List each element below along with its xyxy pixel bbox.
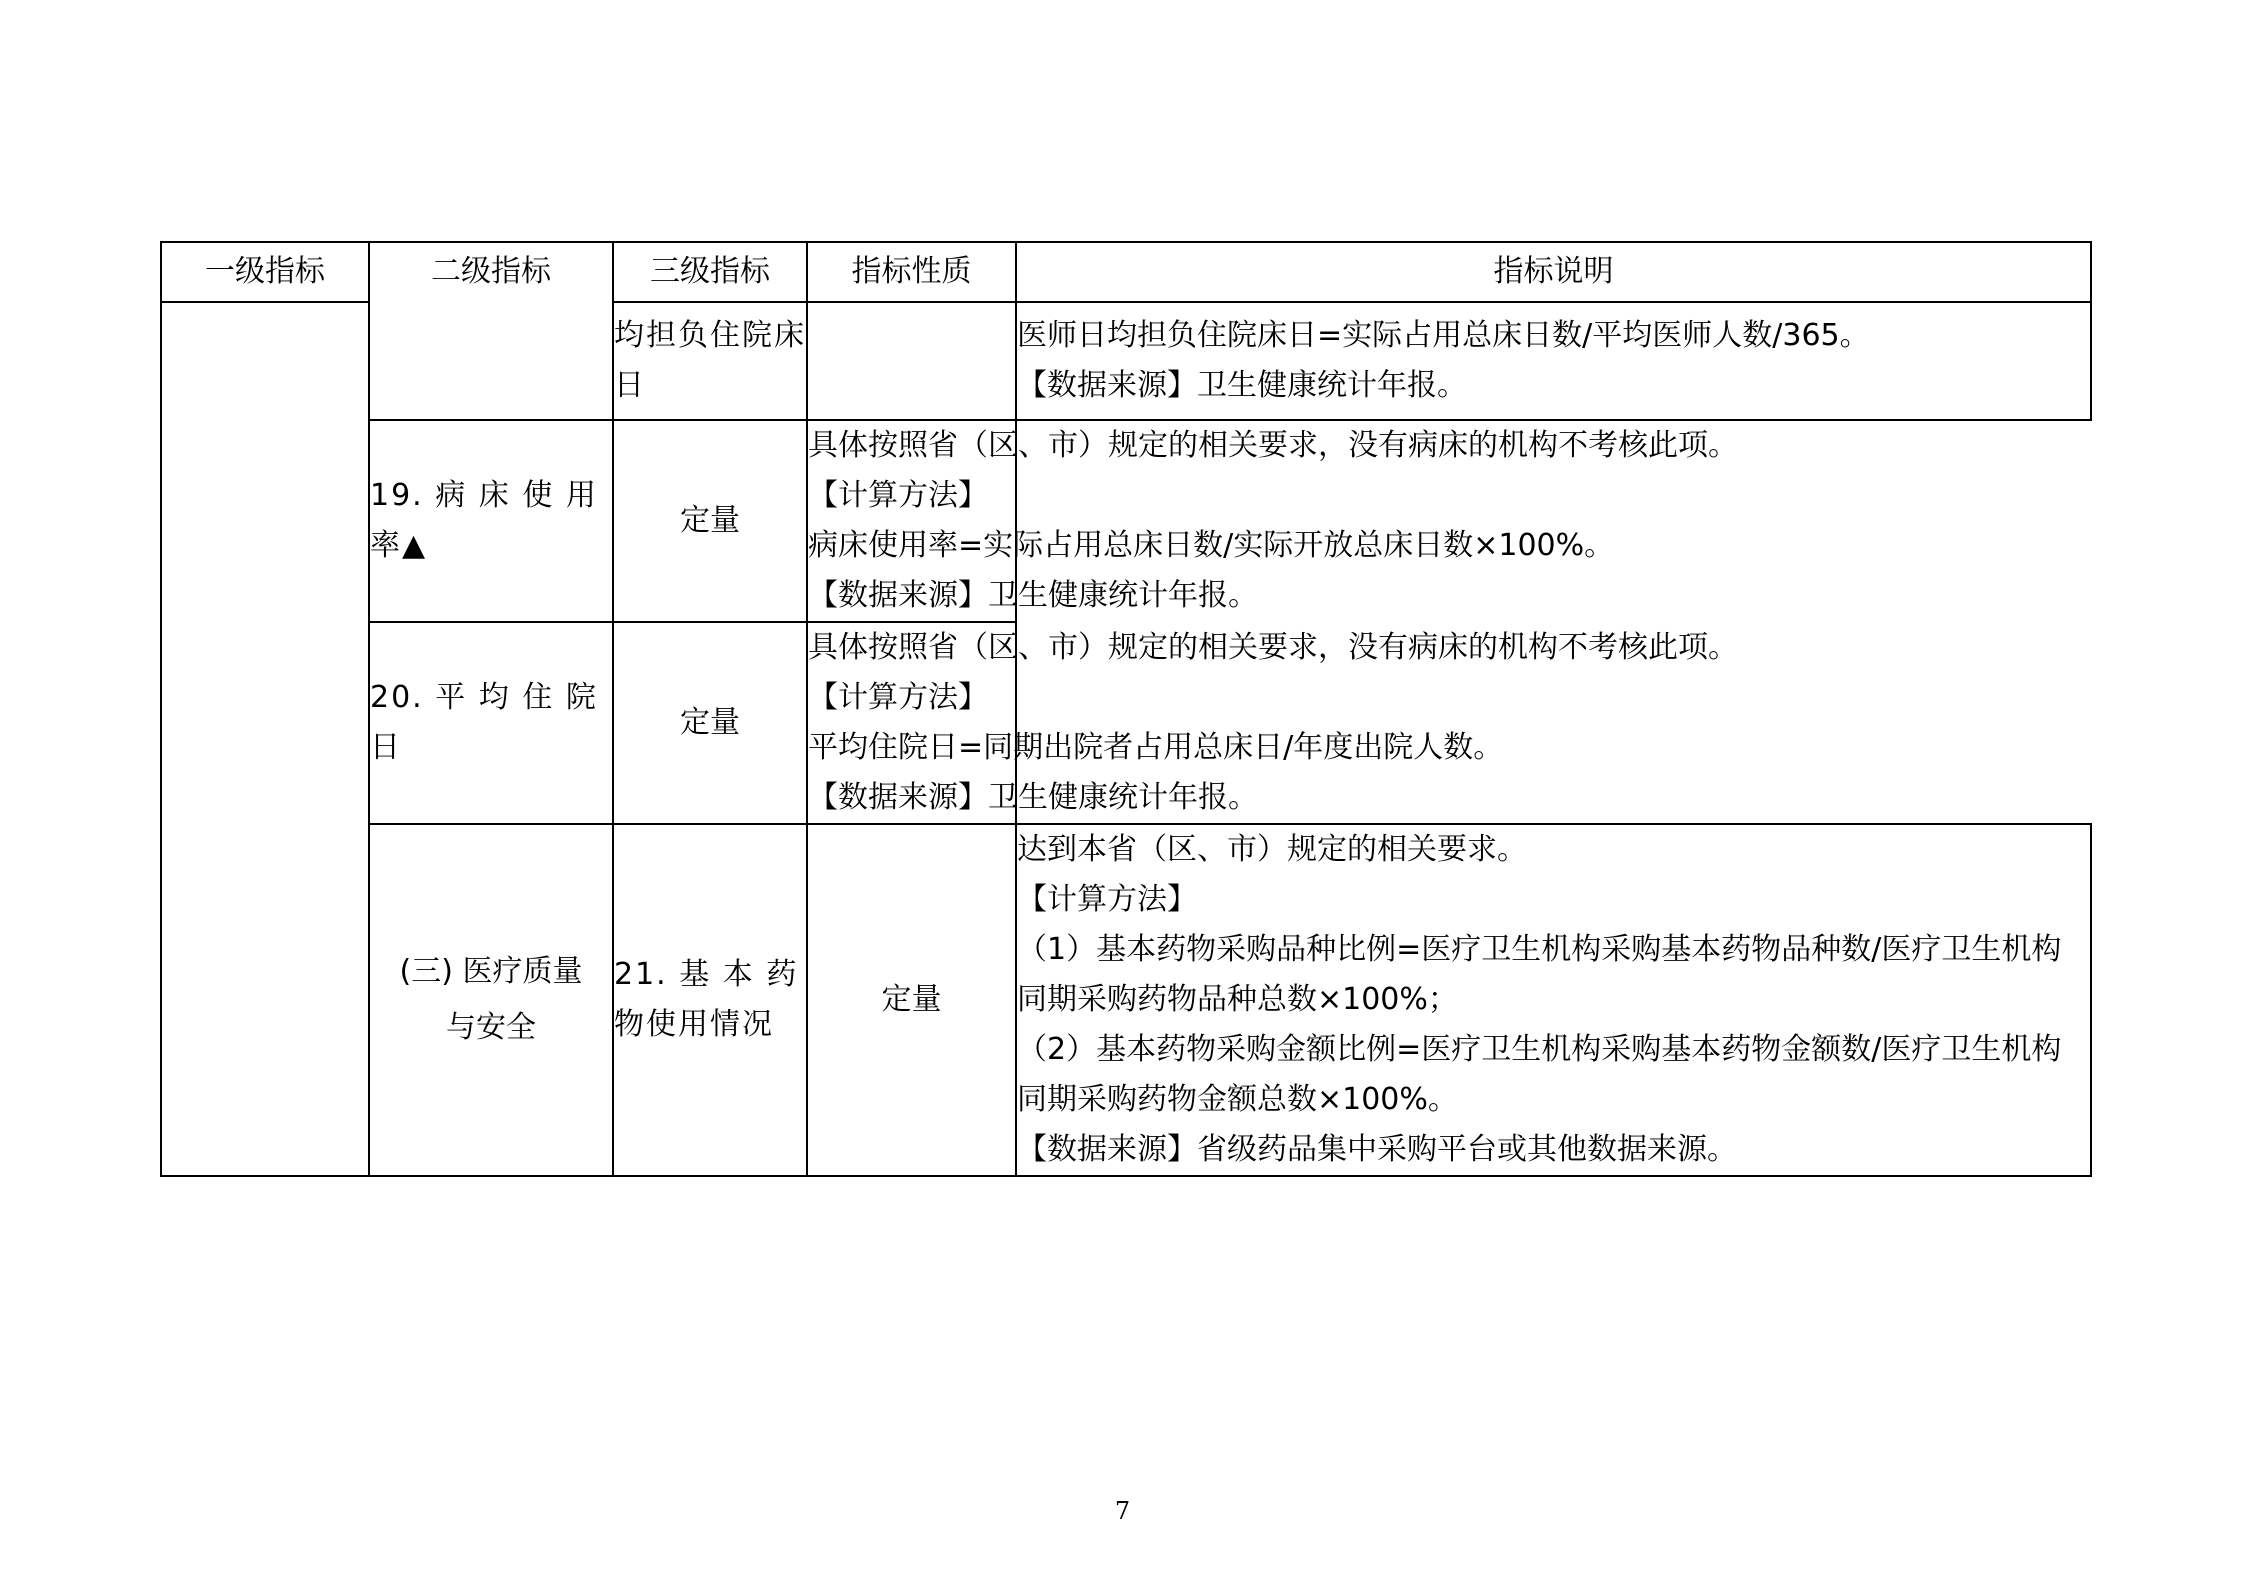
nature-cell: 定量 <box>807 824 1016 1176</box>
description-cell <box>807 420 1738 622</box>
description-line: （1）基本药物采购品种比例=医疗卫生机构采购基本药物品种数/医疗卫生机构同期采购药物品种总数×100%； <box>1017 932 2062 1017</box>
header-description: 指标说明 <box>1016 242 2091 302</box>
description-line: 【计算方法】 <box>1017 882 1197 917</box>
description-line: （2）基本药物采购金额比例=医疗卫生机构采购基本药物金额数/医疗卫生机构同期采购药物金额总数×100%。 <box>1017 1032 2062 1117</box>
description-cell <box>1016 824 2091 1176</box>
description-line: 具体按照省（区、市）规定的相关要求，没有病床的机构不考核此项。 <box>808 630 1738 665</box>
description-line: 【数据来源】卫生健康统计年报。 <box>1017 368 1467 403</box>
description-line: 达到本省（区、市）规定的相关要求。 <box>1017 832 1527 867</box>
table-row <box>161 420 2091 622</box>
level3-text: 均担负住院床日 <box>614 318 806 403</box>
header-level3: 三级指标 <box>613 242 807 302</box>
description-line: 【计算方法】 <box>808 478 988 513</box>
description-line: 【数据来源】卫生健康统计年报。 <box>808 578 1258 613</box>
level3-text: 21. 基 本 药 物使用情况 <box>614 957 799 1042</box>
table-row <box>161 622 2091 824</box>
level3-text: 20. 平 均 住 院日 <box>370 680 598 765</box>
description-line: 病床使用率=实际占用总床日数/实际开放总床日数×100%。 <box>808 528 1615 563</box>
table-header-row <box>161 242 2091 302</box>
level3-text: 19. 病 床 使 用率▲ <box>370 478 598 563</box>
level3-cell <box>369 420 613 622</box>
description-line: 【数据来源】省级药品集中采购平台或其他数据来源。 <box>1017 1132 1737 1167</box>
level2-cell: (三) 医疗质量与安全 <box>369 824 613 1176</box>
level3-cell <box>613 302 807 420</box>
description-line: 【数据来源】卫生健康统计年报。 <box>808 780 1258 815</box>
nature-cell: 定量 <box>613 622 807 824</box>
nature-cell: 定量 <box>613 420 807 622</box>
description-cell <box>807 622 1738 824</box>
page-number: 7 <box>1114 1497 1131 1525</box>
description-line: 具体按照省（区、市）规定的相关要求，没有病床的机构不考核此项。 <box>808 428 1738 463</box>
description-line: 平均住院日=同期出院者占用总床日/年度出院人数。 <box>808 730 1504 765</box>
level3-cell <box>613 824 807 1176</box>
header-level2: 二级指标 <box>369 242 613 420</box>
level3-cell <box>369 622 613 824</box>
nature-cell <box>807 302 1016 420</box>
level1-cell <box>161 302 369 1176</box>
table-row <box>161 824 2091 1176</box>
header-level1: 一级指标 <box>161 242 369 302</box>
header-nature: 指标性质 <box>807 242 1016 302</box>
description-cell <box>1016 302 2091 420</box>
description-line: 医师日均担负住院床日=实际占用总床日数/平均医师人数/365。 <box>1017 318 1870 353</box>
description-line: 【计算方法】 <box>808 680 988 715</box>
indicator-table <box>160 241 2092 1177</box>
